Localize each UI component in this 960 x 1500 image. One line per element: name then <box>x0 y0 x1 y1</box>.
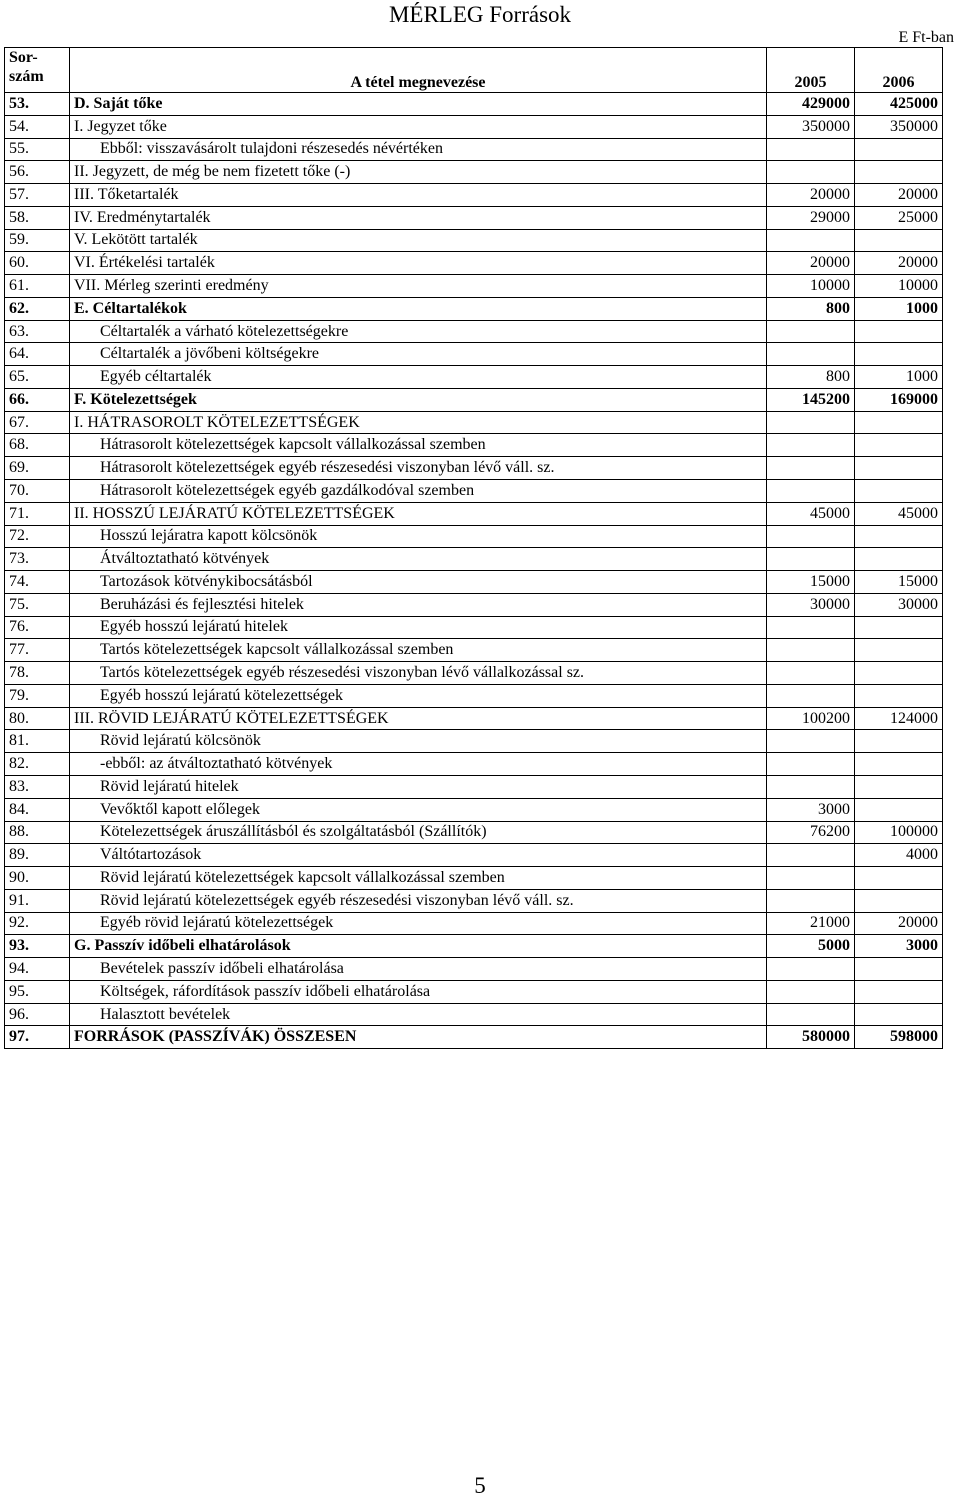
row-item-name: Céltartalék a várható kötelezettségekre <box>70 320 767 343</box>
row-value-2005 <box>767 548 855 571</box>
row-number: 92. <box>5 912 70 935</box>
row-item-name: Beruházási és fejlesztési hitelek <box>70 593 767 616</box>
row-value-2005 <box>767 138 855 161</box>
row-value-2005 <box>767 775 855 798</box>
row-item-name: Rövid lejáratú hitelek <box>70 775 767 798</box>
row-item-name: Céltartalék a jövőbeni költségekre <box>70 343 767 366</box>
row-number: 89. <box>5 844 70 867</box>
row-value-2006: 4000 <box>855 844 943 867</box>
row-item-name: Költségek, ráfordítások passzív időbeli elhatárolása <box>70 980 767 1003</box>
table-row <box>5 821 943 844</box>
table-row <box>5 775 943 798</box>
row-item-name: Átváltoztatható kötvények <box>70 548 767 571</box>
row-value-2006: 100000 <box>855 821 943 844</box>
row-value-2005 <box>767 958 855 981</box>
table-row <box>5 980 943 1003</box>
table-row <box>5 935 943 958</box>
row-value-2006: 598000 <box>855 1026 943 1049</box>
table-row <box>5 138 943 161</box>
row-value-2006 <box>855 138 943 161</box>
row-number: 67. <box>5 411 70 434</box>
row-number: 80. <box>5 707 70 730</box>
row-value-2005: 429000 <box>767 93 855 116</box>
row-value-2006 <box>855 958 943 981</box>
row-value-2006 <box>855 798 943 821</box>
row-value-2005 <box>767 616 855 639</box>
table-row <box>5 297 943 320</box>
row-item-name: I. Jegyzet tőke <box>70 115 767 138</box>
row-number: 78. <box>5 662 70 685</box>
row-item-name: Ebből: visszavásárolt tulajdoni részesedés névértéken <box>70 138 767 161</box>
row-value-2005: 3000 <box>767 798 855 821</box>
row-number: 63. <box>5 320 70 343</box>
row-number: 64. <box>5 343 70 366</box>
row-item-name: Tartozások kötvénykibocsátásból <box>70 571 767 594</box>
row-number: 84. <box>5 798 70 821</box>
row-item-name: D. Saját tőke <box>70 93 767 116</box>
column-header-year-2006: 2006 <box>855 48 943 93</box>
table-row <box>5 571 943 594</box>
row-value-2005 <box>767 639 855 662</box>
table-row <box>5 707 943 730</box>
row-value-2005 <box>767 343 855 366</box>
table-row <box>5 684 943 707</box>
row-value-2005 <box>767 753 855 776</box>
table-row <box>5 730 943 753</box>
row-item-name: Tartós kötelezettségek kapcsolt vállalkozással szemben <box>70 639 767 662</box>
table-row <box>5 320 943 343</box>
row-number: 66. <box>5 388 70 411</box>
row-value-2006 <box>855 434 943 457</box>
row-number: 83. <box>5 775 70 798</box>
table-row <box>5 1003 943 1026</box>
row-item-name: G. Passzív időbeli elhatárolások <box>70 935 767 958</box>
row-item-name: IV. Eredménytartalék <box>70 206 767 229</box>
row-number: 56. <box>5 161 70 184</box>
row-number: 53. <box>5 93 70 116</box>
row-value-2006 <box>855 616 943 639</box>
row-number: 82. <box>5 753 70 776</box>
row-value-2005: 29000 <box>767 206 855 229</box>
row-value-2006: 45000 <box>855 502 943 525</box>
column-header-number <box>5 48 70 93</box>
row-value-2006: 15000 <box>855 571 943 594</box>
row-value-2005: 15000 <box>767 571 855 594</box>
row-value-2006: 20000 <box>855 912 943 935</box>
row-value-2006 <box>855 753 943 776</box>
row-item-name: E. Céltartalékok <box>70 297 767 320</box>
row-number: 71. <box>5 502 70 525</box>
row-value-2005: 20000 <box>767 252 855 275</box>
row-value-2006 <box>855 889 943 912</box>
row-number: 74. <box>5 571 70 594</box>
row-number: 62. <box>5 297 70 320</box>
row-value-2005: 800 <box>767 297 855 320</box>
row-value-2006 <box>855 730 943 753</box>
row-value-2006: 3000 <box>855 935 943 958</box>
row-value-2005: 800 <box>767 366 855 389</box>
row-item-name: III. Tőketartalék <box>70 184 767 207</box>
row-value-2006 <box>855 548 943 571</box>
table-row <box>5 844 943 867</box>
row-value-2006: 25000 <box>855 206 943 229</box>
table-row <box>5 275 943 298</box>
row-value-2005: 5000 <box>767 935 855 958</box>
row-value-2005 <box>767 662 855 685</box>
row-item-name: -ebből: az átváltoztatható kötvények <box>70 753 767 776</box>
row-number: 68. <box>5 434 70 457</box>
row-item-name: VI. Értékelési tartalék <box>70 252 767 275</box>
row-value-2006 <box>855 457 943 480</box>
row-value-2005 <box>767 867 855 890</box>
row-value-2006 <box>855 775 943 798</box>
row-number: 75. <box>5 593 70 616</box>
row-value-2005: 20000 <box>767 184 855 207</box>
row-item-name: Bevételek passzív időbeli elhatárolása <box>70 958 767 981</box>
balance-sheet-table <box>4 47 943 1049</box>
row-number: 61. <box>5 275 70 298</box>
row-value-2005: 45000 <box>767 502 855 525</box>
row-number: 76. <box>5 616 70 639</box>
row-value-2006 <box>855 684 943 707</box>
row-value-2006 <box>855 320 943 343</box>
table-row <box>5 889 943 912</box>
row-number: 88. <box>5 821 70 844</box>
row-item-name: Egyéb hosszú lejáratú hitelek <box>70 616 767 639</box>
table-row <box>5 434 943 457</box>
row-number: 57. <box>5 184 70 207</box>
table-row <box>5 206 943 229</box>
table-row <box>5 639 943 662</box>
row-value-2005 <box>767 457 855 480</box>
column-header-year-2005: 2005 <box>767 48 855 93</box>
row-value-2006 <box>855 525 943 548</box>
document-title: MÉRLEG Források <box>388 2 572 27</box>
row-number: 55. <box>5 138 70 161</box>
row-item-name: F. Kötelezettségek <box>70 388 767 411</box>
table-row <box>5 593 943 616</box>
row-value-2006: 1000 <box>855 366 943 389</box>
table-row <box>5 93 943 116</box>
row-item-name: Hátrasorolt kötelezettségek egyéb gazdálkodóval szemben <box>70 480 767 503</box>
row-value-2005 <box>767 480 855 503</box>
row-item-name: Hosszú lejáratra kapott kölcsönök <box>70 525 767 548</box>
table-row <box>5 388 943 411</box>
row-value-2006 <box>855 639 943 662</box>
row-number: 70. <box>5 480 70 503</box>
row-number: 94. <box>5 958 70 981</box>
row-value-2005 <box>767 1003 855 1026</box>
table-row <box>5 480 943 503</box>
table-row <box>5 502 943 525</box>
table-row <box>5 525 943 548</box>
row-number: 90. <box>5 867 70 890</box>
row-value-2006: 10000 <box>855 275 943 298</box>
table-row <box>5 798 943 821</box>
column-header-number-line2: szám <box>9 68 44 85</box>
row-number: 73. <box>5 548 70 571</box>
row-value-2005: 580000 <box>767 1026 855 1049</box>
row-number: 96. <box>5 1003 70 1026</box>
row-value-2006 <box>855 980 943 1003</box>
row-number: 58. <box>5 206 70 229</box>
table-row <box>5 1026 943 1049</box>
row-item-name: Egyéb rövid lejáratú kötelezettségek <box>70 912 767 935</box>
row-item-name: FORRÁSOK (PASSZÍVÁK) ÖSSZESEN <box>70 1026 767 1049</box>
row-value-2005 <box>767 411 855 434</box>
row-value-2005 <box>767 525 855 548</box>
row-item-name: VII. Mérleg szerinti eredmény <box>70 275 767 298</box>
table-row <box>5 457 943 480</box>
row-number: 54. <box>5 115 70 138</box>
row-item-name: Vevőktől kapott előlegek <box>70 798 767 821</box>
row-number: 60. <box>5 252 70 275</box>
row-item-name: Váltótartozások <box>70 844 767 867</box>
row-value-2005 <box>767 161 855 184</box>
row-value-2006 <box>855 480 943 503</box>
row-value-2005 <box>767 889 855 912</box>
table-row <box>5 753 943 776</box>
table-row <box>5 616 943 639</box>
row-item-name: Rövid lejáratú kötelezettségek egyéb részesedési viszonyban lévő váll. sz. <box>70 889 767 912</box>
row-number: 93. <box>5 935 70 958</box>
row-number: 97. <box>5 1026 70 1049</box>
row-item-name: Rövid lejáratú kölcsönök <box>70 730 767 753</box>
table-row <box>5 958 943 981</box>
row-item-name: Egyéb hosszú lejáratú kötelezettségek <box>70 684 767 707</box>
row-number: 79. <box>5 684 70 707</box>
row-value-2005: 21000 <box>767 912 855 935</box>
row-value-2006: 20000 <box>855 252 943 275</box>
row-value-2005 <box>767 730 855 753</box>
row-value-2005: 10000 <box>767 275 855 298</box>
row-value-2006: 20000 <box>855 184 943 207</box>
row-value-2005 <box>767 320 855 343</box>
row-value-2005 <box>767 844 855 867</box>
row-number: 77. <box>5 639 70 662</box>
row-value-2006: 169000 <box>855 388 943 411</box>
row-item-name: Egyéb céltartalék <box>70 366 767 389</box>
column-header-item-name: A tétel megnevezése <box>70 48 767 93</box>
row-value-2005 <box>767 229 855 252</box>
row-value-2006: 124000 <box>855 707 943 730</box>
row-item-name: V. Lekötött tartalék <box>70 229 767 252</box>
table-row <box>5 343 943 366</box>
table-row <box>5 184 943 207</box>
row-number: 69. <box>5 457 70 480</box>
row-value-2005: 145200 <box>767 388 855 411</box>
row-value-2005: 350000 <box>767 115 855 138</box>
row-value-2006: 1000 <box>855 297 943 320</box>
table-row <box>5 161 943 184</box>
row-number: 72. <box>5 525 70 548</box>
row-value-2006 <box>855 229 943 252</box>
row-value-2005 <box>767 980 855 1003</box>
table-row <box>5 662 943 685</box>
table-row <box>5 366 943 389</box>
table-row <box>5 115 943 138</box>
page-number: 5 <box>474 1473 486 1498</box>
row-value-2006 <box>855 161 943 184</box>
row-value-2006 <box>855 662 943 685</box>
row-value-2005 <box>767 434 855 457</box>
row-number: 65. <box>5 366 70 389</box>
row-value-2005: 100200 <box>767 707 855 730</box>
row-item-name: III. RÖVID LEJÁRATÚ KÖTELEZETTSÉGEK <box>70 707 767 730</box>
row-number: 91. <box>5 889 70 912</box>
table-header-row <box>5 48 943 93</box>
row-value-2006: 425000 <box>855 93 943 116</box>
table-row <box>5 548 943 571</box>
column-header-number-line1: Sor- <box>9 49 38 66</box>
row-number: 59. <box>5 229 70 252</box>
row-item-name: Kötelezettségek áruszállításból és szolgáltatásból (Szállítók) <box>70 821 767 844</box>
row-item-name: Tartós kötelezettségek egyéb részesedési viszonyban lévő vállalkozással sz. <box>70 662 767 685</box>
row-value-2005 <box>767 684 855 707</box>
row-value-2006 <box>855 1003 943 1026</box>
row-item-name: II. HOSSZÚ LEJÁRATÚ KÖTELEZETTSÉGEK <box>70 502 767 525</box>
table-row <box>5 912 943 935</box>
row-number: 95. <box>5 980 70 1003</box>
row-value-2005: 76200 <box>767 821 855 844</box>
row-value-2006: 30000 <box>855 593 943 616</box>
row-value-2006 <box>855 411 943 434</box>
row-value-2006 <box>855 867 943 890</box>
row-item-name: Hátrasorolt kötelezettségek kapcsolt vállalkozással szemben <box>70 434 767 457</box>
row-item-name: Hátrasorolt kötelezettségek egyéb részesedési viszonyban lévő váll. sz. <box>70 457 767 480</box>
row-item-name: I. HÁTRASOROLT KÖTELEZETTSÉGEK <box>70 411 767 434</box>
table-row <box>5 252 943 275</box>
row-number: 81. <box>5 730 70 753</box>
row-item-name: Halasztott bevételek <box>70 1003 767 1026</box>
table-row <box>5 229 943 252</box>
row-value-2006: 350000 <box>855 115 943 138</box>
row-item-name: Rövid lejáratú kötelezettségek kapcsolt vállalkozással szemben <box>70 867 767 890</box>
currency-unit-label: E Ft-ban <box>898 29 954 46</box>
row-value-2005: 30000 <box>767 593 855 616</box>
table-row <box>5 411 943 434</box>
table-row <box>5 867 943 890</box>
row-value-2006 <box>855 343 943 366</box>
row-item-name: II. Jegyzett, de még be nem fizetett tőke (-) <box>70 161 767 184</box>
